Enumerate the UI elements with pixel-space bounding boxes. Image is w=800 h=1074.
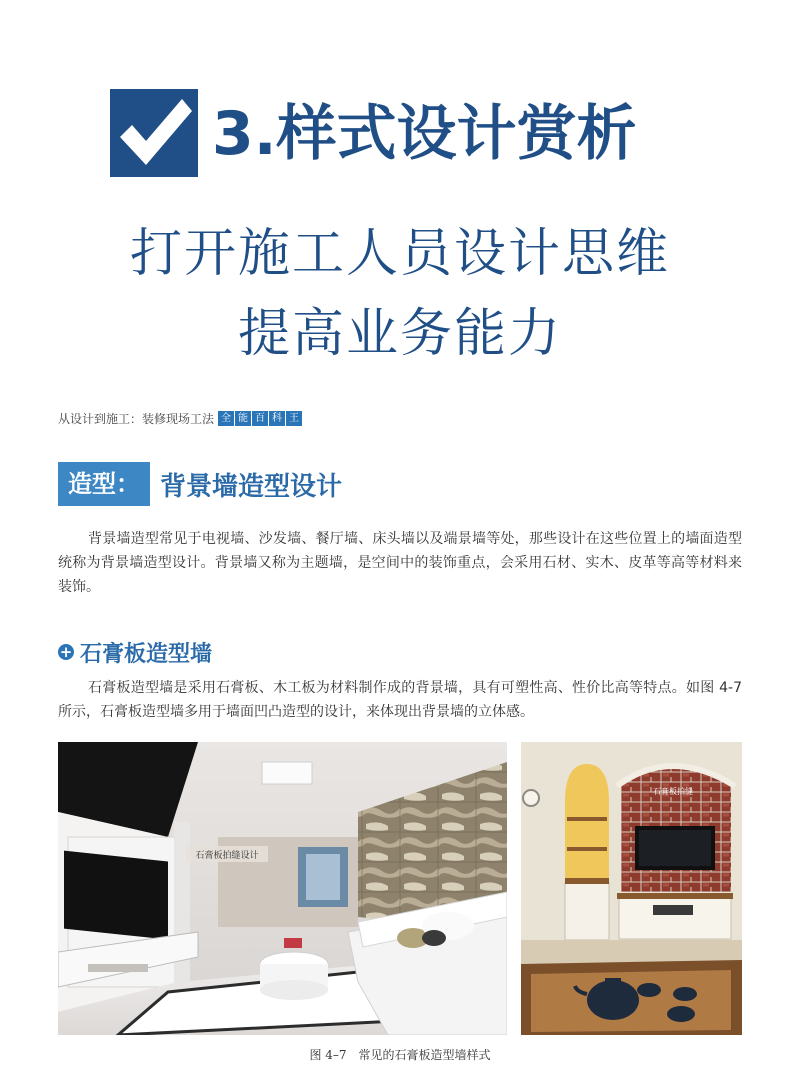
chapter-title: 3.样式设计赏析 [212,99,637,169]
left-photo-label: 石膏板拍缝设计 [195,851,259,861]
running-header-tags [218,410,303,426]
living-room-photo [58,742,507,1035]
running-tag: 百 [252,411,268,426]
check-icon [110,89,198,177]
running-tag: 能 [235,411,251,426]
figure-caption-text: 常见的石膏板造型墙样式 [358,1048,491,1062]
plus-circle-icon: + [59,643,73,661]
subsection-header [58,636,212,668]
running-tag: 王 [286,411,302,426]
subsection-paragraph: 石膏板造型墙是采用石膏板、木工板为材料制作成的背景墙，具有可塑性高、性价比高等特点。如图 4-7 所示，石膏板造型墙多用于墙面凹凸造型的设计，来体现出背景墙的立体感。 [58,680,742,720]
section-title: 背景墙造型设计 [160,471,343,502]
running-header [58,410,303,428]
running-header-text: 从设计到施工：装修现场工法 [58,412,215,426]
running-tag: 科 [269,411,285,426]
running-tag: 全 [218,411,234,426]
slogan-line-1: 打开施工人员设计思维 [129,224,670,284]
section-badge: 造型： [58,462,150,506]
section-paragraph: 背景墙造型常见于电视墙、沙发墙、餐厅墙、床头墙以及端景墙等处，那些设计在这些位置上的墙面造型统称为背景墙造型设计。背景墙又称为主题墙，是空间中的装饰重点，会采用石材、实木、皮革等高等材料来装饰。 [58,531,742,595]
subsection-title: 石膏板造型墙 [80,641,213,667]
figure-number: 图 4–7 [309,1048,347,1062]
brick-wall-photo [521,742,742,1035]
section-header [58,462,342,506]
figure-caption [0,1046,800,1063]
right-photo-label: 石膏板拍缝 [653,787,693,796]
slogan-line-2: 提高业务能力 [237,304,562,364]
